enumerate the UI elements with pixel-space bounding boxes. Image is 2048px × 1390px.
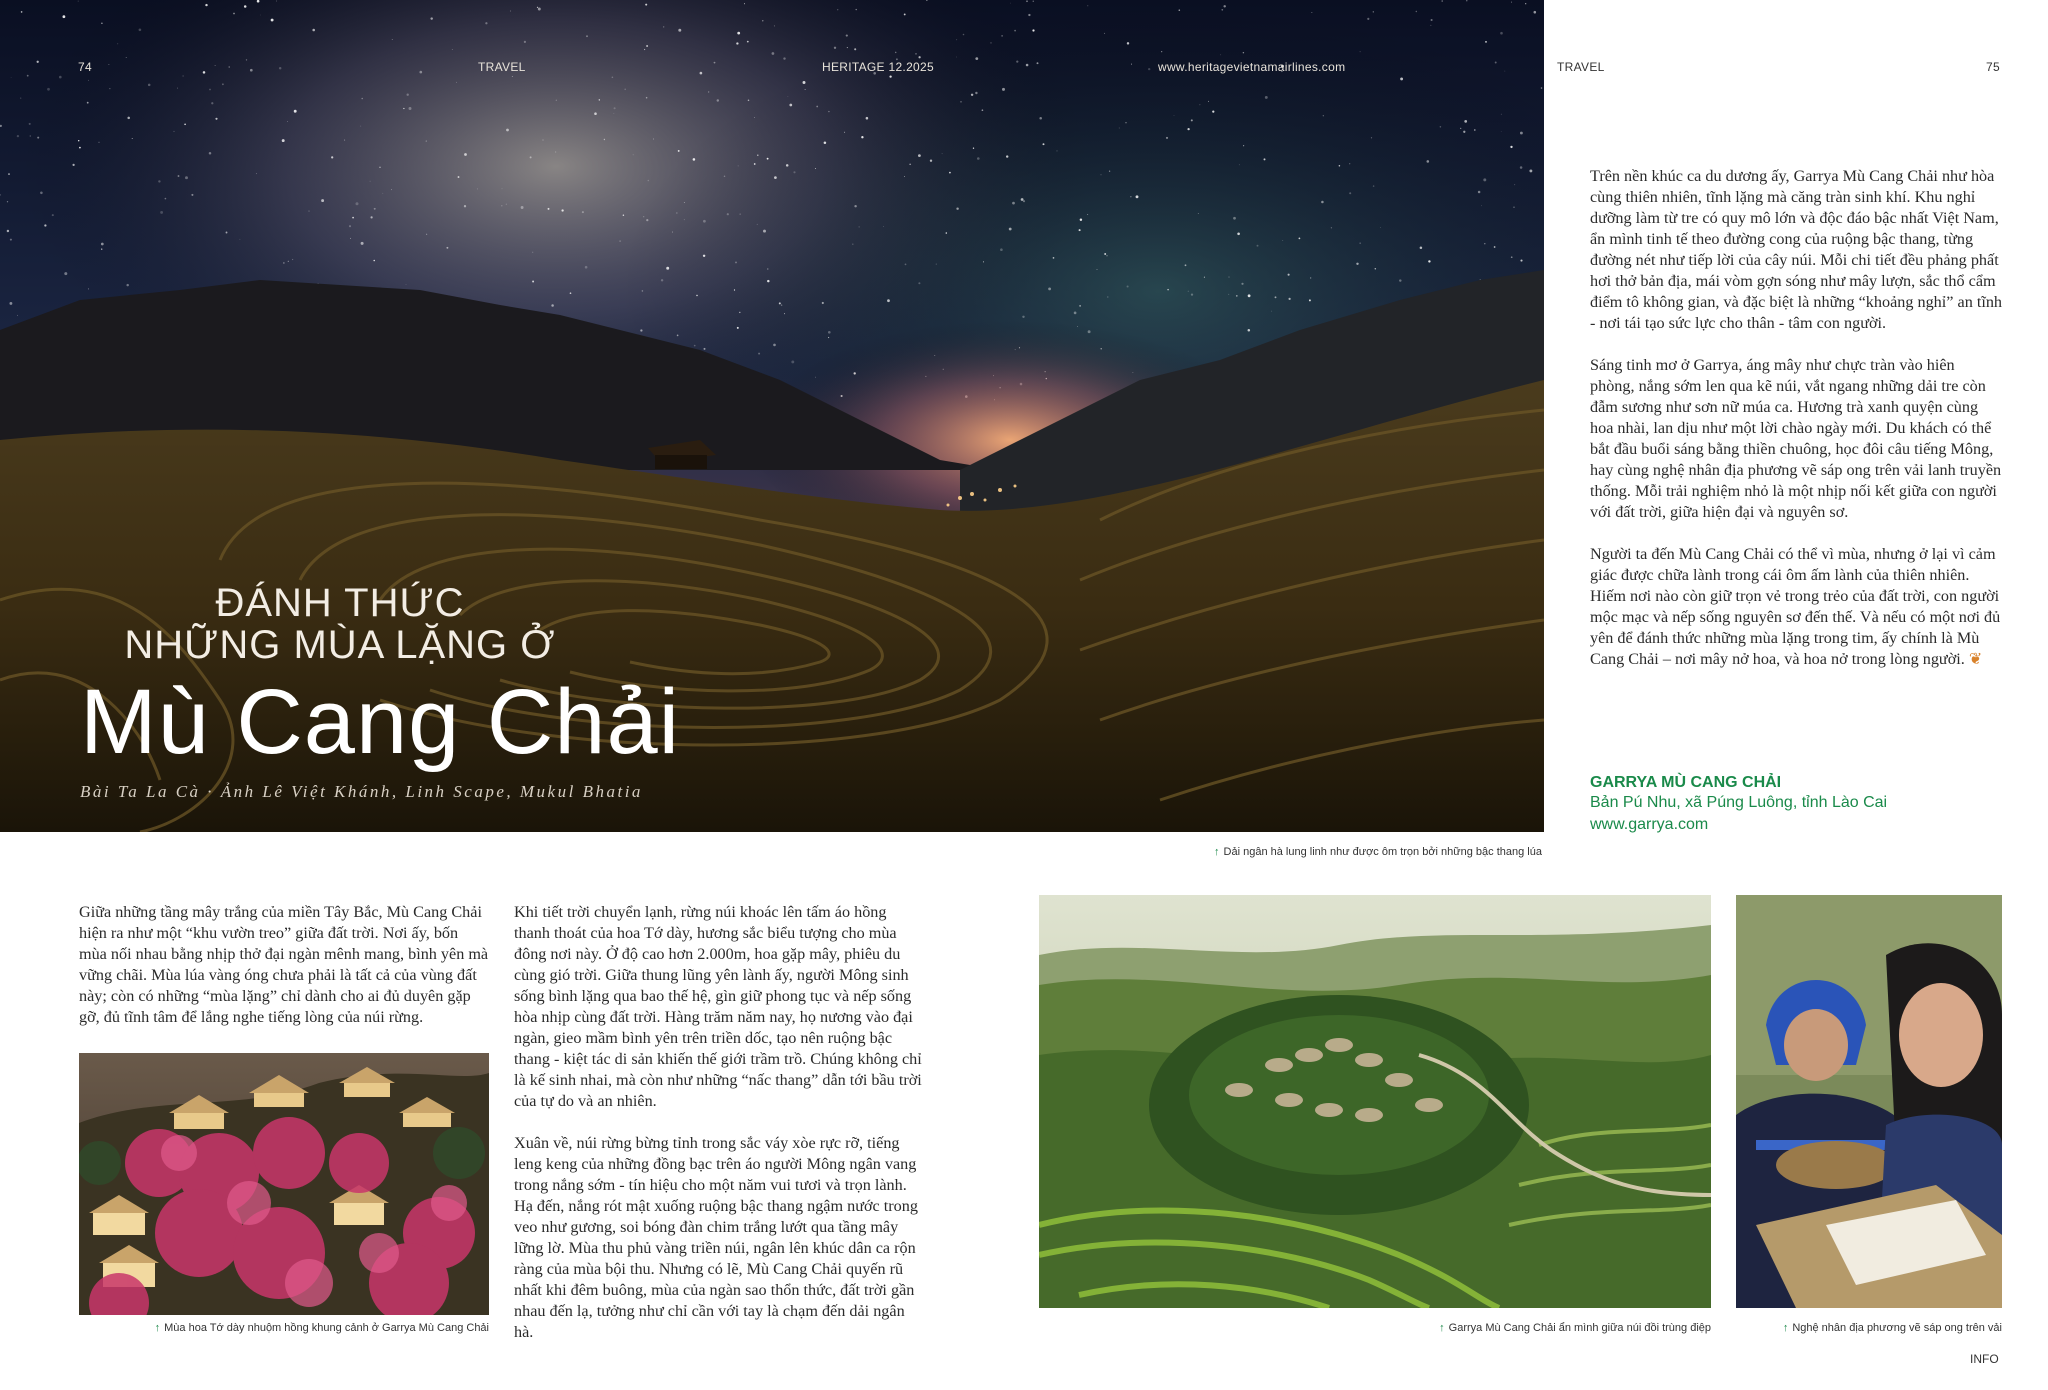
hero-kicker-line1: ĐÁNH THỨC xyxy=(215,581,465,625)
info-name: GARRYA MÙ CANG CHẢI xyxy=(1590,774,1782,791)
right-page-number: 75 xyxy=(1986,60,2000,74)
blossom-caption-text: Mùa hoa Tớ dày nhuộm hồng khung cảnh ở Garrya Mù Cang Chải xyxy=(164,1322,489,1334)
artisan-caption-text: Nghệ nhân địa phương vẽ sáp ong trên vải xyxy=(1792,1322,2002,1334)
artisan-photo xyxy=(1736,895,2002,1308)
hero-title: Mù Cang Chải xyxy=(80,671,681,773)
up-arrow-icon: ↑ xyxy=(1782,1322,1789,1334)
left-column-intro xyxy=(79,902,489,1049)
middle-column xyxy=(514,902,924,1364)
right-paragraph-3-text: Người ta đến Mù Cang Chải có thể vì mùa, nhưng ở lại vì cảm giác được chữa lành trong cái ôm ấm lành của thiên nhiên. Hiếm nơi nào còn giữ trọn vẻ trong trẻo của đất trời, con người mộc mạc và nếp sống nguyên sơ đến thế. Và nếu có một nơi đủ yên để đánh thức những mùa lặng trong tim, ấy chính là Mù Cang Chải – nơi mây nở hoa, và hoa nở trong lòng người. xyxy=(1590,545,2001,668)
right-column xyxy=(1590,166,2002,691)
blossom-photo xyxy=(79,1053,489,1315)
up-arrow-icon: ↑ xyxy=(154,1322,161,1334)
middle-paragraph-1: Khi tiết trời chuyển lạnh, rừng núi khoác lên tấm áo hồng thanh thoát của hoa Tớ dày, hương sắc biểu tượng cho mùa đông nơi này. Ở độ cao hơn 2.000m, hoa gặp mây, phiêu du cùng gió trời. Giữa thung lũng yên lành ấy, người Mông sinh sống bình lặng qua bao thế hệ, gìn giữ phong tục và nếp sống hòa nhịp cùng đất trời. Hàng trăm năm nay, họ nương vào đại ngàn, gieo mầm bình yên trên triền dốc, tạo nên ruộng bậc thang - kiệt tác di sản khiến thế giới trầm trồ. Chúng không chỉ là kế sinh nhai, mà còn như những “nấc thang” dẫn tới bầu trời của tự do và an nhiên. xyxy=(514,903,922,1110)
info-box xyxy=(1590,774,2002,836)
artisan-caption xyxy=(1736,1322,2002,1334)
hero-byline: Bài Ta La Cà · Ảnh Lê Việt Khánh, Linh Scape, Mukul Bhatia xyxy=(80,782,643,801)
issue-label: HERITAGE 12.2025 xyxy=(822,60,934,74)
hero-caption-text: Dải ngân hà lung linh như được ôm trọn bởi những bậc thang lúa xyxy=(1223,846,1542,858)
right-paragraph-3 xyxy=(1590,544,2002,670)
info-label: INFO xyxy=(1970,1352,1999,1366)
hero-caption xyxy=(1100,846,1542,858)
aerial-caption xyxy=(1039,1322,1711,1334)
blossom-caption xyxy=(79,1322,489,1334)
left-page-number: 74 xyxy=(78,60,92,74)
aerial-photo xyxy=(1039,895,1711,1308)
website-label: www.heritagevietnamairlines.com xyxy=(1158,60,1346,74)
hero-kicker-line2: NHỮNG MÙA LẶNG Ở xyxy=(124,623,556,667)
right-paragraph-2: Sáng tinh mơ ở Garrya, áng mây như chực tràn vào hiên phòng, nắng sớm len qua kẽ núi, vắt ngang những dải tre còn đẫm sương như sơn nữ múa ca. Hương trà xanh quyện cùng hoa nhài, lan dịu như một lời chào ngày mới. Du khách có thể bắt đầu buổi sáng bằng thiền chuông, học đôi câu tiếng Mông, hay cùng nghệ nhân địa phương vẽ sáp ong trên vải lanh truyền thống. Mỗi trải nghiệm nhỏ là một nhịp nối kết giữa con người với đất trời, giữa hiện đại và nguyên sơ. xyxy=(1590,356,2002,521)
right-section-label: TRAVEL xyxy=(1557,60,1605,74)
right-paragraph-1: Trên nền khúc ca du dương ấy, Garrya Mù Cang Chải như hòa cùng thiên nhiên, tĩnh lặng mà căng tràn sinh khí. Khu nghỉ dưỡng làm từ tre có quy mô lớn và độc đáo bậc nhất Việt Nam, ẩn mình tinh tế theo đường cong của ruộng bậc thang, từng đường nét như tiếp lời của cây núi. Mỗi chi tiết đều phảng phất hơi thở bản địa, mái vòm gợn sóng như mây lượn, sắc thổ cẩm điểm tô không gian, và đặc biệt là những “khoảng nghỉ” an tĩnh - nơi tái tạo sức lực cho thân - tâm con người. xyxy=(1590,167,2003,332)
info-website[interactable]: www.garrya.com xyxy=(1590,816,1709,833)
middle-paragraph-2: Xuân về, núi rừng bừng tỉnh trong sắc váy xòe rực rỡ, tiếng leng keng của những đồng bạc trên áo người Mông ngân vang trong nắng sớm - tín hiệu cho một năm vui tươi và trọn lành. Hạ đến, nắng rót mật xuống ruộng bậc thang ngậm nước trong veo như gương, soi bóng đàn chim trắng lướt qua tầng mây lững lờ. Mùa thu phủ vàng triền núi, ngân lên khúc dân ca rộn ràng của mùa bội thu. Nhưng có lẽ, Mù Cang Chải quyến rũ nhất khi đêm buông, mùa của ngàn sao thổn thức, đất trời gần nhau đến lạ, tưởng như chỉ cần với tay là chạm đến dải ngân hà. xyxy=(514,1134,918,1341)
info-address: Bản Pú Nhu, xã Púng Luông, tỉnh Lào Cai xyxy=(1590,794,1888,811)
left-section-label: TRAVEL xyxy=(478,60,526,74)
up-arrow-icon: ↑ xyxy=(1214,846,1220,858)
up-arrow-icon: ↑ xyxy=(1439,1322,1445,1334)
hero-title-block xyxy=(80,582,600,666)
intro-paragraph: Giữa những tầng mây trắng của miền Tây Bắc, Mù Cang Chải hiện ra như một “khu vườn treo” giữa đất trời. Nơi ấy, bốn mùa nối nhau bằng nhịp thở đại ngàn mênh mang, bình yên mà vững chãi. Mùa lúa vàng óng chưa phải là tất cả của vùng đất này; còn có những “mùa lặng” chỉ dành cho ai đủ duyên gặp gỡ, đủ tĩnh tâm để lắng nghe tiếng lòng của núi rừng. xyxy=(79,903,489,1026)
aerial-caption-text: Garrya Mù Cang Chải ẩn mình giữa núi đồi trùng điệp xyxy=(1448,1322,1711,1334)
lotus-icon: ❦ xyxy=(1968,650,1983,668)
